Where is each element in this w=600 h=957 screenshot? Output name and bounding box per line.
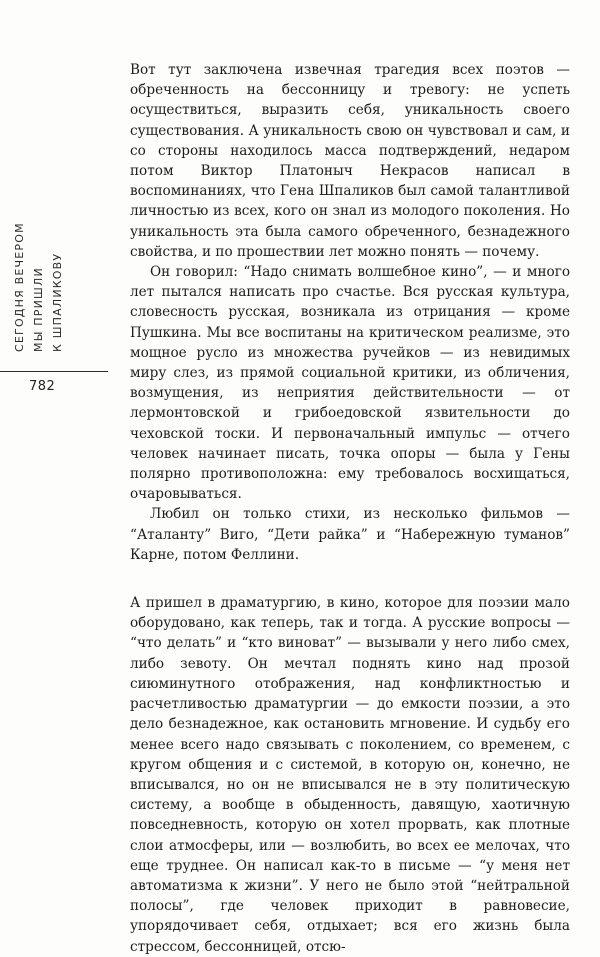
paragraph: А пришел в драматургию, в кино, которое для поэзии мало оборудовано, как теперь, так и тогда. А русские вопросы — “что делать” и “кто виноват” — вызывали у него либо смех, либо зевоту. Он мечтал поднять кино над прозой сиюминутного отображения, над конфликтностью и расчетливостью драматургии — до емкости поэзии, а это дело безнадежное, как остановить мгновение. И судьбу его менее всего надо связывать с поколением, со временем, с кругом общения и с системой, в которую он, конечно, не вписывался, но он не вписывался не в эту политическую систему, а вообще в обыденность, давящую, хаотичную повседневность, которую он хотел прорвать, как плотные слои атмосферы, или — возлюбить, во всех ее мелочах, что еще труднее. Он написал как-то в письме — “у меня нет автоматизма к жизни”. У него не было этой “нейтральной полосы”, где человек приходит в равновесие, упорядочивает себя, отдыхает; вся его жизнь была стрессом, бессонницей, отсю-	[130, 595, 570, 955]
page-number: 782	[29, 379, 56, 394]
side-rail	[0, 0, 118, 849]
divider-rule	[0, 371, 108, 372]
paragraph: Любил он только стихи, из несколько фильмов — “Аталанту” Виго, “Дети райка” и “Набережную туманов” Карне, потом Феллини.	[130, 506, 570, 563]
running-title	[10, 222, 67, 352]
paragraph: Вот тут заключена извечная трагедия всех поэтов — обреченность на бессонницу и тревогу: не успеть осуществиться, выразить себя, уникальность своего существования. А уникальность свою он чувствовал и сам, и со стороны находилось масса подтверждений, недаром потом Виктор Платоныч Некрасов написал в воспоминаниях, что Гена Шпаликов был самой талантливой личностью из всех, кого он знал из молодого поколения. Но уникальность эта была самого обреченного, безнадежного свойства, и по прошествии лет можно понять — почему.	[130, 62, 570, 260]
paragraph: Он говорил: “Надо снимать волшебное кино”, — и много лет пытался написать про счастье. Вся русская культура, словесность русская, возникала из отрицания — кроме Пушкина. Мы все воспитаны на критическом реализме, это мощное русло из множества ручейков — из невидимых миру слез, из прямой социальной критики, из обличения, возмущения, из неприятия действительности — от лермонтовской и грибоедовской язвительности до чеховской тоски. И первоначальный импульс — отчего человек начинает писать, точка опоры — была у Гены полярно противоположна: ему требовалось восхищаться, очаровываться.	[130, 264, 570, 503]
running-title-line-1: СЕГОДНЯ ВЕЧЕРОМ	[13, 222, 26, 352]
running-title-line-3: К ШПАЛИКОВУ	[51, 252, 64, 352]
body-text	[130, 60, 570, 957]
running-title-line-2: МЫ ПРИШЛИ	[32, 267, 45, 352]
